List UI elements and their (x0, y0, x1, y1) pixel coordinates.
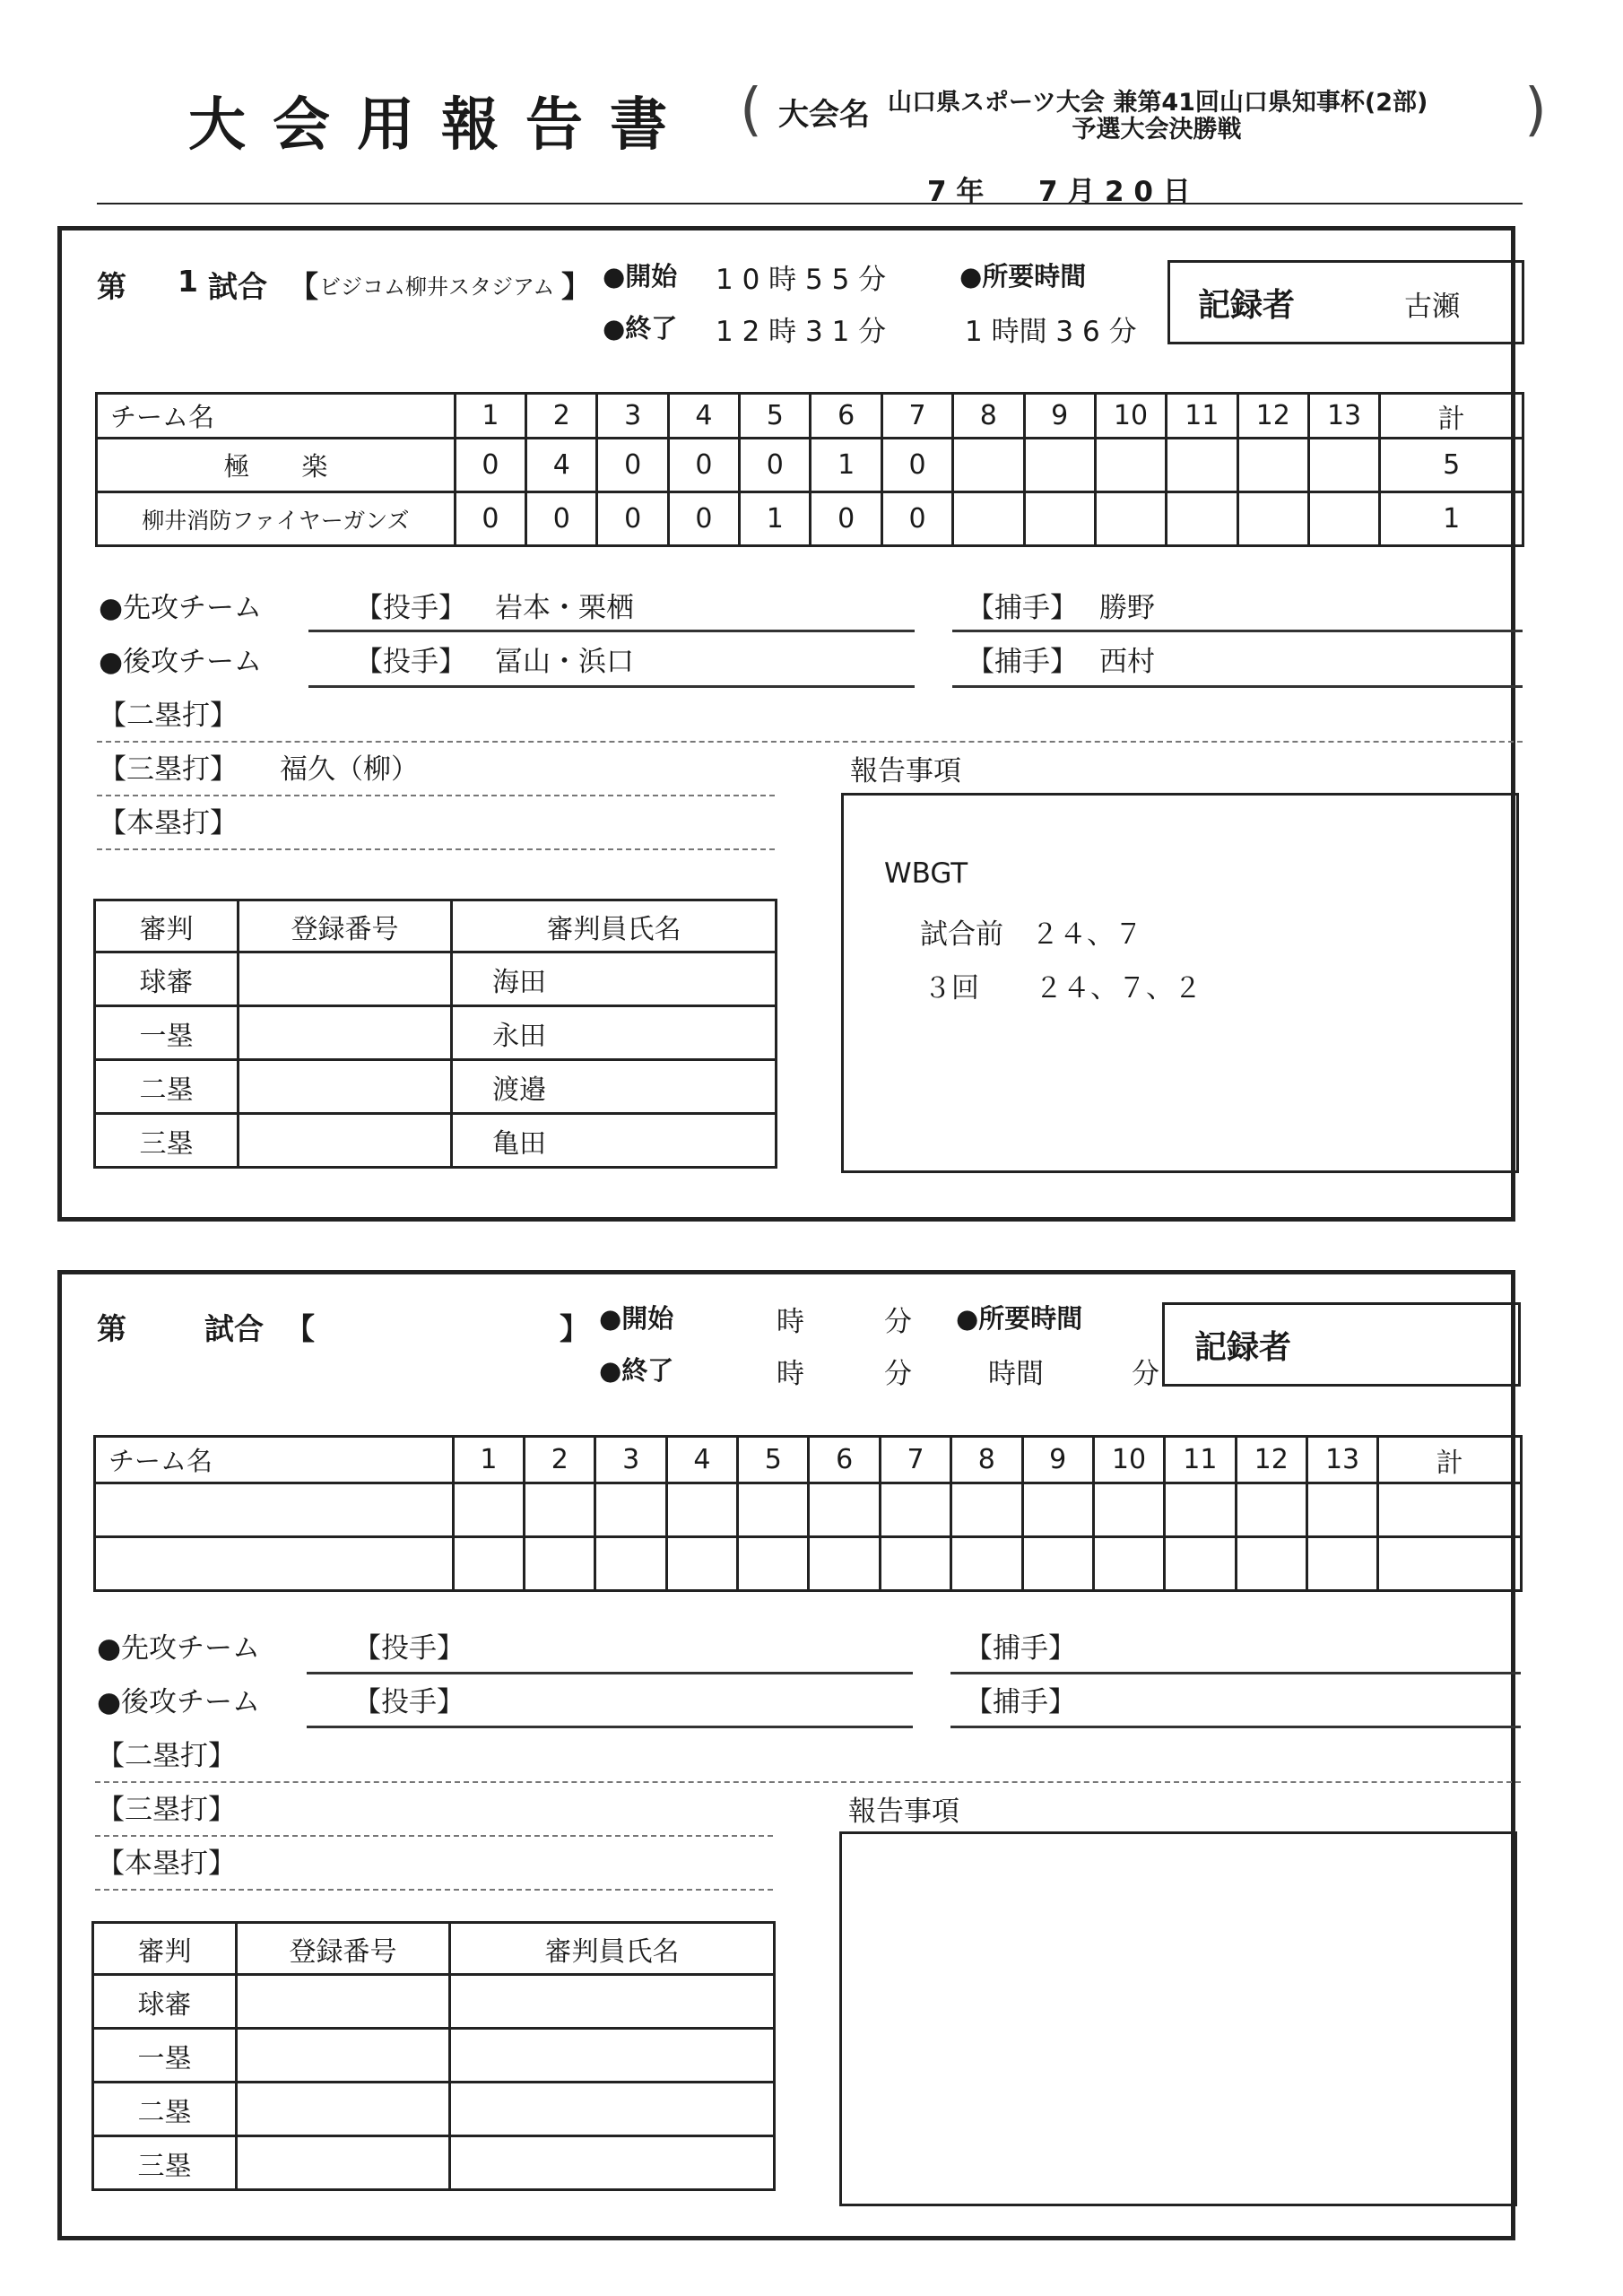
umpire-row (95, 952, 777, 1006)
inning-score-cell (1237, 439, 1308, 492)
game-1-second-catcher-underline (952, 685, 1523, 688)
game-2-first-pitcher-label: 【投手】 (353, 1632, 464, 1665)
scoreboard-row-team-1 (97, 439, 1523, 492)
game-1-triple-value: 福久（柳） (280, 753, 419, 786)
scoreboard-header-inning: 1 (455, 394, 525, 439)
game-2-start-hour-unit: 時 (777, 1306, 804, 1338)
game-1-recorder-label: 記録者 (1198, 287, 1296, 324)
inning-score-cell (1236, 1537, 1306, 1591)
scoreboard-header-inning: 9 (1022, 1437, 1093, 1483)
game-1-duration-label: ●所要時間 (959, 261, 1087, 291)
inning-score-cell (1022, 1483, 1093, 1537)
game-1-first-pitcher: 岩本・栗栖 (495, 592, 634, 624)
tournament-name-line1: 山口県スポーツ大会 兼第41回山口県知事杯(2部) (888, 89, 1428, 117)
game-1-homerun-divider (97, 848, 775, 850)
inning-score-cell (1167, 439, 1237, 492)
scoreboard-header-inning: 10 (1095, 394, 1166, 439)
umpire-registration-cell (239, 1114, 452, 1168)
inning-score-cell (595, 1537, 666, 1591)
scoreboard-header-row (97, 394, 1523, 439)
inning-score-cell (595, 1483, 666, 1537)
game-2-double-divider (95, 1781, 1521, 1783)
inning-score-cell (1308, 439, 1379, 492)
inning-score-cell (453, 1483, 524, 1537)
inning-score-cell (1095, 439, 1166, 492)
game-2-end-hour-unit: 時 (777, 1358, 804, 1390)
umpire-name-cell (450, 2136, 775, 2190)
scoreboard-header-inning: 1 (453, 1437, 524, 1483)
umpire-header-row (93, 1923, 775, 1975)
game-1-double-divider (97, 741, 1523, 743)
scoreboard-header-row (95, 1437, 1522, 1483)
game-1-second-pitcher-underline (308, 685, 915, 688)
game-2-end-label: ●終了 (599, 1355, 674, 1386)
inning-score-cell: 0 (597, 492, 668, 546)
game-2-triple-label: 【三塁打】 (97, 1794, 236, 1826)
umpire-name-cell: 渡邉 (452, 1060, 777, 1114)
game-1-second-pitcher-label: 【投手】 (355, 646, 466, 678)
game-1-umpire-table (93, 899, 777, 1169)
umpire-name-cell (450, 1975, 775, 2029)
scoreboard-header-inning: 12 (1236, 1437, 1306, 1483)
umpire-header-registration: 登録番号 (239, 900, 452, 952)
inning-score-cell (666, 1537, 737, 1591)
game-2-umpire-table (91, 1921, 776, 2191)
inning-score-cell (1236, 1483, 1306, 1537)
umpire-position-cell: 一塁 (93, 2029, 237, 2083)
umpire-header-position: 審判 (93, 1923, 237, 1975)
game-2-second-pitcher-underline (307, 1726, 913, 1728)
game-2-second-catcher-label: 【捕手】 (965, 1686, 1076, 1718)
inning-score-cell: 1 (740, 492, 811, 546)
close-bracket: ) (1524, 77, 1547, 144)
team-name-cell: 極 楽 (97, 439, 456, 492)
inning-score-cell (1165, 1537, 1236, 1591)
game-1-second-catcher: 西村 (1099, 646, 1155, 678)
umpire-row (93, 1975, 775, 2029)
umpire-registration-cell (237, 2136, 450, 2190)
game-2-start-label: ●開始 (599, 1303, 674, 1334)
game-1-duration: 1 時間 3 6 分 (965, 316, 1137, 348)
umpire-registration-cell (239, 1006, 452, 1060)
scoreboard-header-inning: 3 (597, 394, 668, 439)
total-score-cell (1378, 1483, 1522, 1537)
inning-score-cell (1165, 1483, 1236, 1537)
inning-score-cell (1024, 492, 1095, 546)
game-1-end-time: 1 2 時 3 1 分 (716, 316, 887, 348)
umpire-position-cell: 球審 (93, 1975, 237, 2029)
umpire-position-cell: 三塁 (95, 1114, 239, 1168)
game-1-first-team-label: ●先攻チーム (99, 592, 263, 624)
inning-score-cell (1167, 492, 1237, 546)
scoreboard-header-inning: 6 (809, 1437, 880, 1483)
inning-score-cell (1308, 492, 1379, 546)
total-score-cell: 1 (1380, 492, 1523, 546)
game-2-first-catcher-underline (950, 1672, 1521, 1674)
inning-score-cell: 0 (740, 439, 811, 492)
scoreboard-header-total: 計 (1378, 1437, 1522, 1483)
inning-score-cell (1024, 439, 1095, 492)
umpire-position-cell: 二塁 (93, 2083, 237, 2136)
game-1-venue-open: 【 (289, 269, 318, 304)
game-2-first-pitcher-underline (307, 1672, 913, 1674)
total-score-cell (1378, 1537, 1522, 1591)
inning-score-cell (1306, 1483, 1377, 1537)
umpire-name-cell (450, 2029, 775, 2083)
umpire-row (93, 2083, 775, 2136)
game-2-double-label: 【二塁打】 (97, 1740, 236, 1772)
umpire-row (93, 2029, 775, 2083)
umpire-name-cell: 海田 (452, 952, 777, 1006)
game-2-triple-divider (95, 1835, 773, 1837)
scoreboard-row-team-2 (97, 492, 1523, 546)
date-day: 2 0 日 (1105, 176, 1191, 208)
umpire-registration-cell (237, 1975, 450, 2029)
scoreboard-header-inning: 3 (595, 1437, 666, 1483)
scoreboard-header-inning: 7 (880, 1437, 950, 1483)
game-1-triple-label: 【三塁打】 (99, 753, 238, 786)
inning-score-cell (880, 1537, 950, 1591)
scoreboard-row-team-2 (95, 1537, 1522, 1591)
inning-score-cell: 0 (455, 492, 525, 546)
game-2-first-catcher-label: 【捕手】 (965, 1632, 1076, 1665)
scoreboard-header-inning: 2 (526, 394, 597, 439)
inning-score-cell (738, 1483, 809, 1537)
document-title: 大会用報告書 (188, 92, 694, 159)
scoreboard-header-inning: 8 (951, 1437, 1022, 1483)
game-2-duration-hour-unit: 時間 (988, 1358, 1044, 1390)
inning-score-cell: 0 (811, 492, 881, 546)
game-2-report-box (839, 1831, 1517, 2206)
game-1-first-catcher-label: 【捕手】 (967, 592, 1078, 624)
scoreboard-header-inning: 2 (525, 1437, 595, 1483)
inning-score-cell: 0 (881, 492, 952, 546)
game-1-end-label: ●終了 (603, 313, 678, 344)
scoreboard-header-inning: 4 (668, 394, 739, 439)
game-1-report-label: 報告事項 (850, 755, 961, 787)
inning-score-cell (525, 1483, 595, 1537)
umpire-registration-cell (239, 1060, 452, 1114)
inning-score-cell (1237, 492, 1308, 546)
game-2-duration-label: ●所要時間 (956, 1303, 1083, 1334)
umpire-position-cell: 球審 (95, 952, 239, 1006)
game-1-report-line: ３回 ２４、７、２ (924, 972, 1202, 1004)
umpire-header-position: 審判 (95, 900, 239, 952)
game-2-homerun-label: 【本塁打】 (97, 1848, 236, 1880)
team-name-cell (95, 1537, 454, 1591)
inning-score-cell (953, 439, 1024, 492)
umpire-name-cell (450, 2083, 775, 2136)
scoreboard-header-inning: 8 (953, 394, 1024, 439)
inning-score-cell: 0 (668, 492, 739, 546)
scoreboard-header-inning: 11 (1165, 1437, 1236, 1483)
tournament-label: 大会名 (778, 97, 870, 133)
scoreboard-header-inning: 6 (811, 394, 881, 439)
game-1-triple-divider (97, 795, 775, 796)
scoreboard-header-total: 計 (1380, 394, 1523, 439)
scoreboard-header-inning: 10 (1093, 1437, 1164, 1483)
scoreboard-header-inning: 11 (1167, 394, 1237, 439)
umpire-position-cell: 三塁 (93, 2136, 237, 2190)
inning-score-cell: 0 (455, 439, 525, 492)
game-2-suffix: 試合 (204, 1311, 264, 1346)
scoreboard-header-inning: 5 (740, 394, 811, 439)
game-1-double-label: 【二塁打】 (99, 700, 238, 732)
game-1-venue: ビジコム柳井スタジアム (319, 274, 555, 300)
inning-score-cell: 0 (668, 439, 739, 492)
inning-score-cell (1093, 1483, 1164, 1537)
game-2-second-team-label: ●後攻チーム (97, 1686, 261, 1718)
inning-score-cell (951, 1537, 1022, 1591)
game-1-homerun-label: 【本塁打】 (99, 807, 238, 839)
game-2-duration-minute-unit: 分 (1132, 1358, 1159, 1390)
inning-score-cell: 0 (526, 492, 597, 546)
game-2-prefix: 第 (97, 1311, 126, 1346)
inning-score-cell (738, 1537, 809, 1591)
umpire-name-cell: 永田 (452, 1006, 777, 1060)
inning-score-cell (809, 1483, 880, 1537)
umpire-name-cell: 亀田 (452, 1114, 777, 1168)
game-2-venue-close: 】 (560, 1311, 589, 1346)
tournament-name-line2: 予選大会決勝戦 (1072, 116, 1242, 144)
game-1-second-catcher-label: 【捕手】 (967, 646, 1078, 678)
inning-score-cell (666, 1483, 737, 1537)
inning-score-cell: 4 (526, 439, 597, 492)
date-month: 7 月 (1038, 176, 1096, 208)
game-2-scoreboard (93, 1435, 1523, 1592)
scoreboard-header-inning: 12 (1237, 394, 1308, 439)
total-score-cell: 5 (1380, 439, 1523, 492)
game-1-suffix: 試合 (208, 269, 267, 304)
tournament-name (888, 90, 1426, 144)
game-2-homerun-divider (95, 1889, 773, 1891)
game-2-recorder-label: 記録者 (1194, 1329, 1292, 1366)
inning-score-cell: 1 (811, 439, 881, 492)
umpire-registration-cell (237, 2029, 450, 2083)
scoreboard-header-team: チーム名 (95, 1437, 454, 1483)
inning-score-cell (1093, 1537, 1164, 1591)
game-2-report-label: 報告事項 (848, 1796, 959, 1828)
umpire-position-cell: 一塁 (95, 1006, 239, 1060)
scoreboard-header-team: チーム名 (97, 394, 456, 439)
scoreboard-header-inning: 9 (1024, 394, 1095, 439)
inning-score-cell (880, 1483, 950, 1537)
inning-score-cell (1022, 1537, 1093, 1591)
umpire-header-row (95, 900, 777, 952)
umpire-header-name: 審判員氏名 (452, 900, 777, 952)
umpire-registration-cell (237, 2083, 450, 2136)
team-name-cell: 柳井消防ファイヤーガンズ (97, 492, 456, 546)
inning-score-cell (809, 1537, 880, 1591)
game-2-first-team-label: ●先攻チーム (97, 1632, 261, 1665)
game-2-second-pitcher-label: 【投手】 (353, 1686, 464, 1718)
open-bracket: ( (740, 77, 762, 144)
scoreboard-header-inning: 7 (881, 394, 952, 439)
game-1-scoreboard (95, 392, 1524, 547)
inning-score-cell (453, 1537, 524, 1591)
header-rule (97, 203, 1523, 204)
scoreboard-header-inning: 13 (1308, 394, 1379, 439)
game-1-first-pitcher-underline (308, 630, 915, 632)
inning-score-cell (1306, 1537, 1377, 1591)
umpire-row (95, 1006, 777, 1060)
game-1-start-time: 1 0 時 5 5 分 (716, 264, 887, 296)
game-2-venue-open: 【 (285, 1311, 315, 1346)
game-1-venue-close: 】 (561, 269, 591, 304)
team-name-cell (95, 1483, 454, 1537)
scoreboard-header-inning: 13 (1306, 1437, 1377, 1483)
game-1-second-pitcher: 冨山・浜口 (495, 646, 634, 678)
umpire-header-name: 審判員氏名 (450, 1923, 775, 1975)
inning-score-cell (951, 1483, 1022, 1537)
inning-score-cell: 0 (881, 439, 952, 492)
game-1-first-catcher-underline (952, 630, 1523, 632)
game-1-prefix: 第 (97, 269, 126, 304)
inning-score-cell (1095, 492, 1166, 546)
umpire-registration-cell (239, 952, 452, 1006)
inning-score-cell (525, 1537, 595, 1591)
umpire-row (95, 1114, 777, 1168)
game-1-report-line: 試合前 ２４、７ (920, 918, 1142, 951)
umpire-row (93, 2136, 775, 2190)
game-2-start-minute-unit: 分 (884, 1306, 912, 1338)
umpire-header-registration: 登録番号 (237, 1923, 450, 1975)
date-year: 7 年 (927, 176, 985, 208)
game-2-second-catcher-underline (950, 1726, 1521, 1728)
scoreboard-row-team-1 (95, 1483, 1522, 1537)
game-1-second-team-label: ●後攻チーム (99, 646, 263, 678)
umpire-position-cell: 二塁 (95, 1060, 239, 1114)
game-1-start-label: ●開始 (603, 261, 678, 291)
inning-score-cell (953, 492, 1024, 546)
game-1-recorder-name: 古瀬 (1404, 291, 1460, 323)
scoreboard-header-inning: 5 (738, 1437, 809, 1483)
game-1-first-catcher: 勝野 (1099, 592, 1155, 624)
game-1-report-line: WBGT (884, 857, 968, 890)
game-1-first-pitcher-label: 【投手】 (355, 592, 466, 624)
scoreboard-header-inning: 4 (666, 1437, 737, 1483)
inning-score-cell: 0 (597, 439, 668, 492)
game-2-end-minute-unit: 分 (884, 1358, 912, 1390)
game-1-number: 1 (178, 264, 198, 299)
umpire-row (95, 1060, 777, 1114)
